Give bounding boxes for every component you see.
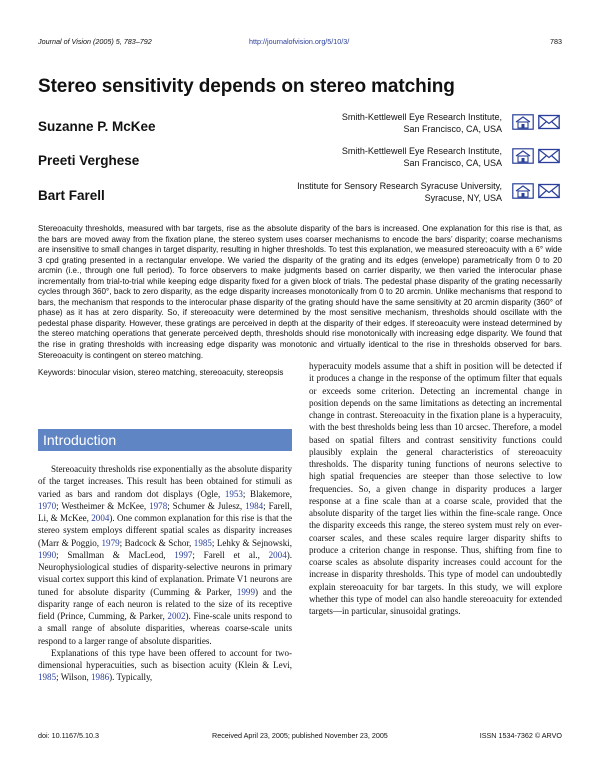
affiliation-line: Institute for Sensory Research Syracuse University,	[297, 181, 502, 191]
paragraph-text: ; Lehky & Sejnowski,	[211, 537, 292, 548]
doi: doi: 10.1167/5.10.3	[38, 731, 100, 740]
abstract-text: Stereoacuity thresholds, measured with bar targets, rise as the absolute disparity of the bars is increased. One explanation for this rise is that, as the bars are moved away from the fixation plane, the stereo system uses coarser mechanisms to encode the bars’ disparity; coarse mechanisms are insensitive to small changes in target disparity, resulting in higher thresholds. To test this explanation, we measured stereoacuity with a 6° wide 3 cpd grating presented in a rectangular envelope. We varied the disparity of the grating and its edges (envelope) parametrically from 0 to 20 arcmin (i.e., through one full period). To force observers to make judgments based on carrier disparity, we then varied the interocular phase incrementally from trial-to-trial while keeping edge disparity fixed for a given block of trials. The pedestal phase disparity of the grating necessarily cycles through 360°, back to zero disparity, as the edge disparity increases monotonically from 0 to 20 arcmin. Unlike mechanisms that respond to bars, the mechanism that responds to the interocular phase disparity of the grating should have the same sensitivity at 20 arcmin disparity (360° of phase) as it has at zero disparity. So, if stereoacuity were determined by the most sensitive mechanism, thresholds should oscillate with the pedestal phase disparity. However, these gratings are perceived in depth at the disparity of their edges. If stereoacuity were instead determined by the stereo matching operations that generate perceived depth, thresholds should rise monotonically with increasing edge disparity. We found that the rise in grating thresholds with increasing edge disparity was monotonic and virtually identical to the rise in thresholds observed for bars. Stereoacuity is contingent on stereo matching.	[38, 224, 562, 360]
citation-link[interactable]: 1953	[224, 488, 243, 499]
paragraph-text: ; Blakemore,	[242, 488, 292, 499]
paragraph-text: ; Smallman & MacLeod,	[56, 549, 175, 560]
paragraph-text: ; Farell, Li, & McKee,	[38, 500, 292, 523]
body-paragraph	[38, 463, 292, 647]
citation-link[interactable]: 1997	[174, 549, 193, 560]
paragraph-text: ). Neurophysiological studies of disparity-selective neurons in primary visual cortex support this kind of explanation. Primate V1 neurons are tuned for absolute disparity (Cumming & Parker,	[38, 549, 292, 597]
author-row	[38, 180, 562, 212]
paragraph-text: ). Fine-scale units respond to a small range of absolute disparities, whereas coarse-scale units respond to a larger range of absolute disparities.	[38, 611, 292, 646]
citation-link[interactable]: 1986	[91, 672, 110, 683]
citation-link[interactable]: 2004	[91, 513, 110, 523]
section-heading-bar	[38, 429, 292, 451]
paragraph-text: ; Wilson,	[56, 672, 92, 683]
citation-link[interactable]: 1990	[38, 549, 57, 560]
citation-link[interactable]: 1999	[236, 586, 255, 597]
paragraph-text: ; Badcock & Schor,	[119, 537, 194, 548]
issn-copyright: ISSN 1534-7362 © ARVO	[479, 731, 562, 740]
paragraph-text: ). Typically,	[109, 672, 153, 683]
author-name: Preeti Verghese	[38, 153, 140, 168]
paragraph-text: ) and the disparity range of each neuron is related to the size of its receptive field (Prince, Cumming, & Parker,	[38, 586, 292, 621]
envelope-icon[interactable]	[538, 114, 560, 130]
section-title: Introduction	[43, 432, 117, 448]
affiliation-line: Smith-Kettlewell Eye Research Institute,	[341, 146, 502, 156]
body-column-right	[309, 360, 562, 617]
home-icon[interactable]	[512, 183, 534, 199]
paragraph-text: ; Westheimer & McKee,	[56, 500, 150, 511]
paragraph-text: Stereoacuity thresholds rise exponentially as the absolute disparity of the target increases. This result has been obtained for stimuli as varied as bars and random dot displays (Ogle,	[38, 464, 292, 499]
author-name: Bart Farell	[38, 188, 105, 203]
body-column-left	[38, 463, 292, 684]
paragraph-text: ). One common explanation for this rise is that the stereo system employs different spatial scales as disparity increases (Marr & Poggio,	[38, 513, 292, 548]
page-number: 783	[550, 37, 562, 46]
running-header	[38, 37, 562, 49]
citation-link[interactable]: 1978	[149, 500, 168, 511]
author-row	[38, 111, 562, 143]
affiliation-line: Syracuse, NY, USA	[424, 193, 502, 203]
abstract	[38, 224, 562, 361]
citation-link[interactable]: 1970	[38, 500, 57, 511]
publication-dates: Received April 23, 2005; published November 23, 2005	[212, 731, 388, 740]
paragraph-text: ; Schumer & Julesz,	[167, 500, 246, 511]
home-icon[interactable]	[512, 148, 534, 164]
citation-link[interactable]: 2002	[167, 611, 186, 621]
citation-link[interactable]: 2004	[268, 549, 287, 560]
home-icon[interactable]	[512, 114, 534, 130]
author-links	[512, 114, 562, 130]
author-affiliation	[342, 145, 502, 169]
journal-url-link[interactable]: http://journalofvision.org/5/10/3/	[249, 37, 350, 46]
envelope-icon[interactable]	[538, 148, 560, 164]
author-row	[38, 145, 562, 177]
paragraph-text: Explanations of this type have been offered to account for two-dimensional hyperacuities, such as bisection acuity (Klein & Levi,	[38, 647, 292, 670]
body-paragraph	[38, 647, 292, 684]
citation-link[interactable]: 1985	[193, 537, 212, 548]
citation-link[interactable]: 1984	[245, 500, 264, 511]
affiliation-line: Smith-Kettlewell Eye Research Institute,	[341, 112, 502, 122]
affiliation-line: San Francisco, CA, USA	[403, 124, 502, 134]
author-affiliation	[297, 180, 502, 204]
article-title: Stereo sensitivity depends on stereo matching	[38, 76, 455, 97]
journal-citation: Journal of Vision (2005) 5, 783–792	[38, 37, 152, 46]
author-affiliation	[342, 111, 502, 135]
author-links	[512, 183, 562, 199]
affiliation-line: San Francisco, CA, USA	[403, 158, 502, 168]
author-name: Suzanne P. McKee	[38, 119, 156, 134]
citation-link[interactable]: 1985	[38, 672, 57, 683]
paragraph-text: ; Farell et al.,	[192, 549, 269, 560]
author-links	[512, 148, 562, 164]
citation-link[interactable]: 1979	[101, 537, 120, 548]
body-paragraph: hyperacuity models assume that a shift in position will be detected if it produces a change in the response of the optimum filter that equals or exceeds some criterion. Detecting an incremental change in position depends on the same limitations as detecting an incremental change in contrast. Stereoacuity in the fixation plane is a hyperacuity, with the best thresholds being less than 10 arcsec. Therefore, a model based on spatial filters and contrast sensitivity functions could plausibly explain the general characteristics of stereoacuity thresholds. The disparity tuning functions of neurons selective to high spatial frequencies are steeper than those selective to low frequencies. So, a given change in disparity produces a larger response at a fine scale than at a coarse scale, provided that the absolute disparity of the target lies within the fine-scale range. Once the disparity exceeds this range, the stereo system must rely on ever-coarser scales, and these scales require larger disparity shifts to produce a criterion change in response. Thus, shifting from fine to coarse scales as absolute disparity increases could account for the increase in disparity thresholds. This type of model can undoubtedly explain stereoacuity for bar targets. In this study, we will explore whether this type of model can also handle stereoacuity for extended targets—in particular, sinusoidal gratings.	[309, 361, 562, 616]
envelope-icon[interactable]	[538, 183, 560, 199]
keywords: Keywords: binocular vision, stereo matching, stereoacuity, stereopsis	[38, 368, 284, 377]
page-footer	[38, 731, 562, 743]
